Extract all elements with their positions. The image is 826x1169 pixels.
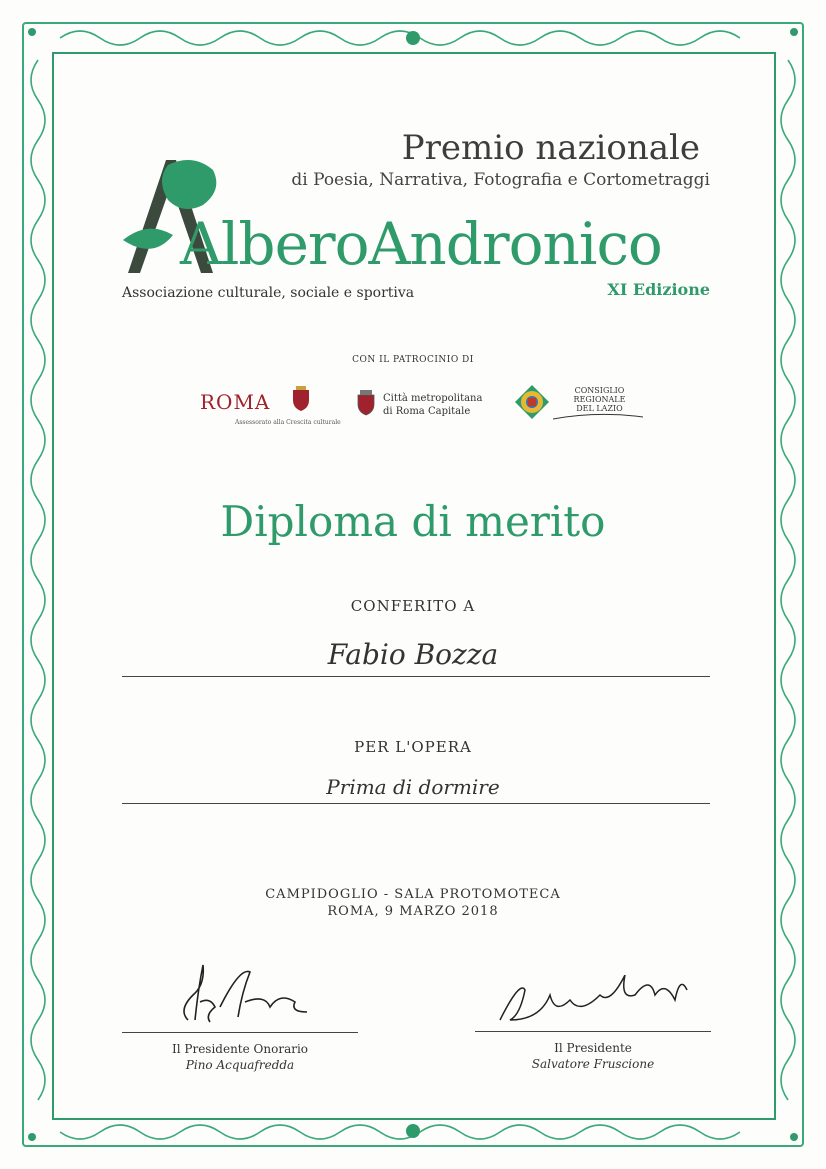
roma-subtitle: Assessorato alla Crescita culturale [235, 419, 341, 426]
edition-label: XI Edizione [607, 280, 710, 299]
citta-line-2: di Roma Capitale [383, 406, 471, 417]
conferito-label: CONFERITO A [350, 597, 476, 615]
consiglio-line-1: CONSIGLIO [574, 386, 625, 395]
opera-underline [122, 803, 710, 804]
premio-subtitle: di Poesia, Narrativa, Fotografia e Cortometraggi [291, 170, 710, 190]
consiglio-line-3: DEL LAZIO [576, 404, 623, 413]
ceremony-venue: CAMPIDOGLIO - SALA PROTOMOTECA [265, 887, 561, 902]
signature-block-left [122, 1041, 358, 1073]
president-role: Il Presidente [554, 1041, 632, 1055]
signature-line-right [475, 1031, 711, 1032]
opera-title: Prima di dormire [326, 775, 500, 799]
honorary-president-role: Il Presidente Onorario [171, 1042, 309, 1056]
association-tagline: Associazione culturale, sociale e sportiva [122, 285, 415, 301]
recipient-underline [122, 676, 710, 677]
consiglio-regionale-text [572, 386, 627, 413]
signature-block-right [475, 1040, 711, 1072]
signature-left [170, 962, 310, 1032]
citta-line-1: Città metropolitana [383, 393, 483, 404]
ceremony-date: ROMA, 9 MARZO 2018 [327, 904, 499, 919]
signature-line-left [122, 1032, 358, 1033]
consiglio-swoosh-icon [553, 413, 643, 421]
opera-label: PER L'OPERA [354, 738, 472, 756]
brand-name: AlberoAndronico [180, 210, 662, 278]
patronage-label: CON IL PATROCINIO DI [352, 355, 474, 365]
roma-crest-icon [291, 386, 311, 412]
citta-metropolitana-text [383, 392, 482, 418]
consiglio-line-2: REGIONALE [573, 395, 626, 404]
regione-lazio-emblem-icon [514, 384, 550, 420]
ceremony-location [0, 886, 826, 920]
recipient-name: Fabio Bozza [327, 638, 499, 671]
honorary-president-name: Pino Acquafredda [185, 1058, 295, 1072]
roma-logo-text: ROMA [200, 390, 271, 414]
diploma-title: Diploma di merito [220, 497, 606, 546]
citta-crest-icon [356, 390, 376, 416]
president-name: Salvatore Fruscione [531, 1057, 655, 1071]
signature-right [495, 975, 705, 1030]
premio-title: Premio nazionale [401, 128, 700, 168]
